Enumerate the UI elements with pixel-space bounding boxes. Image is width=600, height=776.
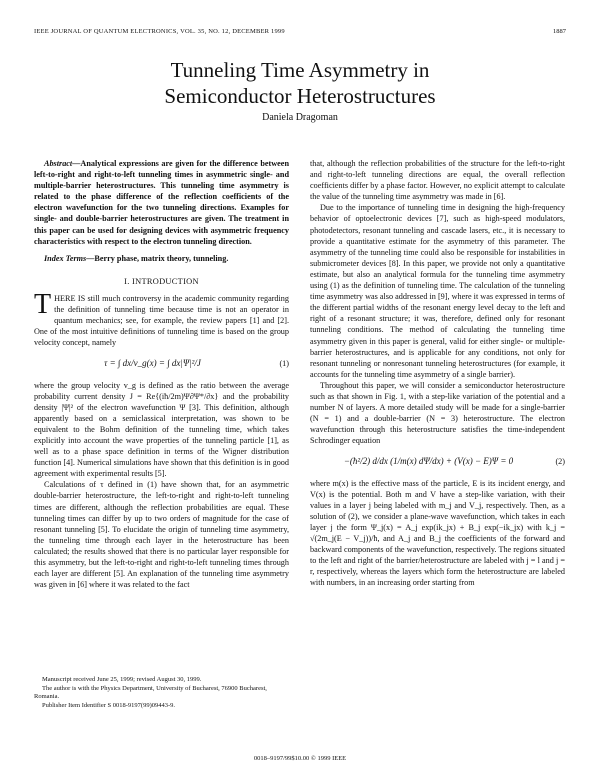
equation-2-body: −(ħ²/2) d/dx (1/m(x) dΨ/dx) + (V(x) − E)Ψ = 0 bbox=[343, 456, 514, 467]
running-header: IEEE JOURNAL OF QUANTUM ELECTRONICS, VOL. 35, NO. 12, DECEMBER 1999 bbox=[34, 28, 285, 35]
equation-1 bbox=[34, 358, 289, 369]
footnote-manuscript: Manuscript received June 25, 1999; revised August 30, 1999. bbox=[42, 676, 202, 683]
copyright-footer: 0018–9197/99$10.00 © 1999 IEEE bbox=[253, 755, 347, 762]
right-paragraph-3: Throughout this paper, we will consider a semiconductor heterostructure such as that shown in Fig. 1, with a step-like variation of the potential and a number N of layers. A more detailed study will be made for a single-barrier (N = 1) and a double-barrier (N = 3) heterostructure. The electron wavefunction through this heterostructure satisfies the time-independent Schrodinger equation bbox=[310, 380, 565, 446]
index-terms bbox=[34, 253, 289, 264]
page-number: 1887 bbox=[553, 28, 566, 35]
equation-1-body: τ = ∫ dx/v_g(x) = ∫ dx|Ψ|²/J bbox=[104, 358, 201, 369]
abstract bbox=[34, 158, 289, 247]
left-column bbox=[34, 158, 289, 590]
section-heading-introduction: I. INTRODUCTION bbox=[124, 276, 199, 286]
equation-1-number: (1) bbox=[279, 359, 289, 369]
abstract-text: Analytical expressions are given for the difference between left-to-right and right-to-left tunneling times in asymmetric single- and multiple-barrier heterostructures. This tunneling time asymmetry is related to the phase difference of the reflection coefficients of the electron wavefunction for the two tunneling directions. Examples for single- and double-barrier heterostructures are given. The treatment in this paper can be used for designing devices with asymmetric frequency characteristics with respect to the electron tunneling direction. bbox=[34, 159, 289, 246]
title-line-1: Tunneling Time Asymmetry in bbox=[170, 58, 430, 82]
right-paragraph-2: Due to the importance of tunneling time in designing the high-frequency behavior of optoelectronic devices [7], such as high-speed modulators, photodetectors, resonant tunneling and cascade lasers, etc., it is necessary to provide a quantitative estimate for the asymmetry of this parameter. The asymmetry of the tunneling time could also be responsible for instabilities in submicrometer devices [8]. In this paper, we provide not only a quantitative estimate, but also an analytical formula for the tunneling time asymmetry using (1) as the definition of tunneling time. The calculation of the tunneling time asymmetry was also addressed in [9], where it was expressed in terms of the different partial widths of the resonant energy level decay to the left and right of a resonant structure; it was, therefore, defined only for resonant tunneling conditions. The method of calculating the tunneling time asymmetry given in this paper is general, valid for either single- or multiple-barrier heterostructures, and is applicable for any conditions, not only for resonant tunneling or nonresonant tunneling heterostructures (for example, it accounts for the tunneling time asymmetry of a single barrier). bbox=[310, 203, 565, 379]
index-terms-label: Index Terms— bbox=[44, 253, 95, 263]
abstract-label: Abstract— bbox=[44, 159, 81, 168]
equation-2-number: (2) bbox=[555, 457, 565, 467]
intro-paragraph-1 bbox=[34, 288, 289, 348]
index-terms-text: Berry phase, matrix theory, tunneling. bbox=[94, 253, 229, 263]
right-column bbox=[310, 158, 565, 588]
footnote-publisher-id: Publisher Item Identifier S 0018-9197(99)09443-9. bbox=[42, 701, 176, 709]
right-paragraph-4: where m(x) is the effective mass of the particle, E is its incident energy, and V(x) is the potential. Both m and V have a step-like variation, with their values in a layer j being labeled with m_j and V_j, respectively. Then, as a solution of (2), we consider a plane-wave wavefunction, which takes in each layer j the form Ψ_j(x) = A_j exp(ik_jx) + B_j exp(−ik_jx) with k_j = √(2m_j(E − V_j))/ħ, and A_j and B_j the coefficients of the forward and backward components of the wavefunction, respectively. The regions situated to the left and right of the barrier/heterostructure are labeled with j = l and j = r, respectively, whereas the layers which form the heterostructure are labeled with numbers, in an increasing order starting from bbox=[310, 478, 565, 588]
author: Daniela Dragoman bbox=[262, 112, 338, 123]
equation-2 bbox=[310, 456, 565, 467]
title-line-2: Semiconductor Heterostructures bbox=[164, 84, 436, 108]
right-paragraph-1: that, although the reflection probabilities of the structure for the left-to-right and right-to-left tunneling directions are equal, the overall reflection coefficients differ by a phase factor. However, no explicit attempt to calculate the value of the tunneling time asymmetry was made in [6]. bbox=[310, 159, 565, 202]
intro-paragraph-2: where the group velocity v_g is defined as the ratio between the average probability current density J = Re{(iħ/2m)Ψ∂Ψ*/∂x} and the probability density |Ψ|² of the electron wavefunction Ψ [3]. This definition, although apparently based on a semiclassical interpretation, was shown to be equivalent to the Bohm definition of the tunneling time, which takes explicitly into account the wave properties of the tunneling particle [1], as well as to a phase space definition in terms of the Wigner distribution function [4]. Numerical simulations have shown that this definition is in good agreement with experimental results [5]. bbox=[34, 380, 289, 479]
paper-title bbox=[0, 57, 600, 109]
intro-paragraph-3: Calculations of τ defined in (1) have shown that, for an asymmetric double-barrier heterostructure, the left-to-right and right-to-left tunneling times are different, although the reflection probabilities are equal. These tunneling times can differ by up to two orders of magnitude for the case of resonant tunneling [5]. To elucidate the origin of tunneling time asymmetry, the tunneling time through each layer in the heterostructure has been calculated; the results showed that there is no particular layer responsible for this asymmetry, but the left-to-right and right-to-left tunneling times through each layer are different [5]. An explanation of the tunneling time asymmetry was given in [6] where it was related to the fact bbox=[34, 480, 289, 590]
drop-cap: T bbox=[34, 288, 52, 320]
footnotes bbox=[34, 676, 289, 710]
footnote-affiliation: The author is with the Physics Department, University of Bucharest, 76900 Bucharest, Romania. bbox=[34, 684, 267, 701]
intro-paragraph-1-text: HERE IS still much controversy in the academic community regarding the definition of tunneling time because time is not an operator in quantum mechanics; see, for example, the review papers [1] and [2]. One of the most intuitive definitions of tunneling time is based on the group velocity concept, namely bbox=[34, 293, 289, 348]
